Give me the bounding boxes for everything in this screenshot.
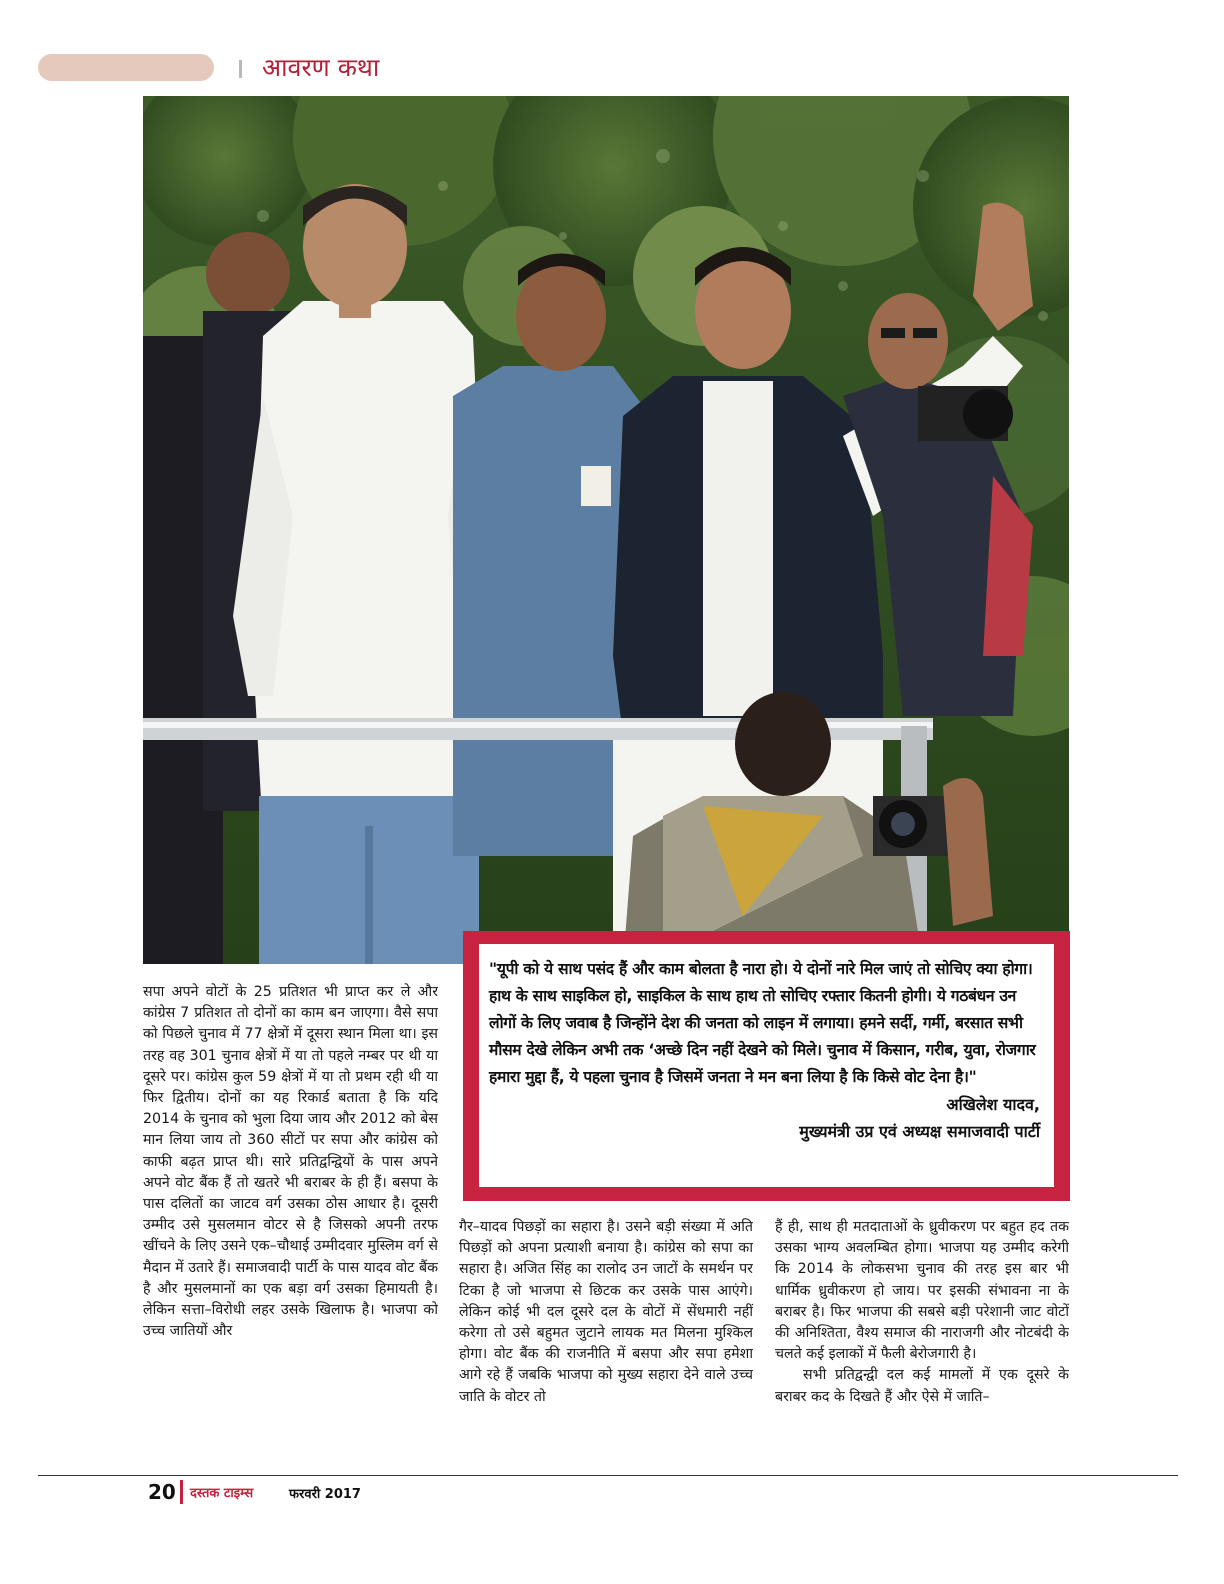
section-separator	[239, 60, 242, 78]
cover-photo	[143, 96, 1069, 964]
rally-photo-illustration	[143, 96, 1069, 964]
article-column-3	[775, 1217, 1069, 1455]
article-column-1	[143, 982, 438, 1454]
article-paragraph: हैं ही, साथ ही मतदाताओं के ध्रुवीकरण पर बहुत हद तक उसका भाग्य अवलम्बित होगा। भाजपा यह उम्मीद करेगी कि 2014 के लोकसभा चुनाव की तरह इस बार भी धार्मिक ध्रुवीकरण हो जाय। पर इसकी संभावना ना के बराबर है। फिर भाजपा की सबसे बड़ी परेशानी जाट वोटों की अनिश्तिता, वैश्य समाज की नाराजगी और नोटबंदी के चलते कई इलाकों में फैली बेरोजगारी है।	[775, 1219, 1069, 1363]
article-column-2	[459, 1217, 753, 1455]
magazine-name: दस्तक टाइम्स	[190, 1486, 254, 1501]
article-paragraph: गैर–यादव पिछड़ों का सहारा है। उसने बड़ी संख्या में अति पिछड़ों को अपना प्रत्याशी बनाया है। कांग्रेस को सपा का सहारा है। अजित सिंह का रालोद उन जाटों के समर्थन पर टिका है जो भाजपा से छिटक कर उसके पास आएंगे। लेकिन कोई भी दल दूसरे दल के वोटों में सेंधमारी नहीं करेगा तो उसे बहुमत जुटाने लायक मत मिलना मुश्किल होगा। वोट बैंक की राजनीति में बसपा और सपा हमेशा आगे रहे हैं जबकि भाजपा को मुख्य सहारा देने वाले उच्च जाति के वोटर तो	[459, 1219, 753, 1405]
pull-quote-role: मुख्यमंत्री उप्र एवं अध्यक्ष समाजवादी पार्टी	[799, 1122, 1040, 1141]
article-paragraph: सभी प्रतिद्वन्द्वी दल कई मामलों में एक दूसरे के बराबर कद के दिखते हैं और ऐसे में जाति–	[775, 1367, 1069, 1405]
footer-accent-bar	[180, 1480, 183, 1504]
pull-quote-text: "यूपी को ये साथ पसंद हैं और काम बोलता है नारा हो। ये दोनों नारे मिल जाएं तो सोचिए क्या होगा। हाथ के साथ साइकिल हो, साइकिल के साथ हाथ तो सोचिए रफ्तार कितनी होगी। ये गठबंधन उन लोगों के लिए जवाब है जिन्होंने देश की जनता को लाइन में लगाया। हमने सर्दी, गर्मी, बरसात सभी मौसम देखे लेकिन अभी तक ‘अच्छे दिन नहीं देखने को मिले। चुनाव में किसान, गरीब, युवा, रोजगार हमारा मुद्दा हैं, ये पहला चुनाव है जिसमें जनता ने मन बना लिया है कि किसे वोट देना है।"	[489, 960, 1036, 1086]
section-pill	[38, 54, 214, 81]
pull-quote-box	[463, 931, 1070, 1201]
page-number: 20	[148, 1480, 176, 1504]
footer-rule	[38, 1475, 1178, 1476]
pull-quote-inner	[479, 944, 1054, 1187]
issue-date: फरवरी 2017	[289, 1487, 361, 1502]
article-paragraph: सपा अपने वोटों के 25 प्रतिशत भी प्राप्त कर ले और कांग्रेस 7 प्रतिशत तो दोनों का काम बन जाएगा। वैसे सपा को पिछले चुनाव में 77 क्षेत्रों में दूसरा स्थान मिला था। इस तरह वह 301 चुनाव क्षेत्रों में या तो पहले नम्बर पर थी या दूसरे पर। कांग्रेस कुल 59 क्षेत्रों में या तो प्रथम रही थी या फिर द्वितीय। दोनों का यह रिकार्ड बताता है कि यदि 2014 के चुनाव को भुला दिया जाय और 2012 को बेस मान लिया जाय तो 360 सीटों पर सपा और कांग्रेस को काफी बढ़त प्राप्त थी। सारे प्रतिद्वन्द्वियों के पास अपने अपने वोट बैंक हैं तो खतरे भी बराबर के ही हैं। बसपा के पास दलितों का जाटव वर्ग उसका ठोस आधार है। दूसरी उम्मीद उसे मुसलमान वोटर से है जिसको अपनी तरफ खींचने के लिए उसने एक–चौथाई उम्मीदवार मुस्लिम वर्ग से मैदान में उतारे हैं। समाजवादी पार्टी के पास यादव वोट बैंक है और मुसलमानों का एक बड़ा वर्ग उसका हिमायती है। लेकिन सत्ता–विरोधी लहर उसके खिलाफ है। भाजपा को उच्च जातियों और	[143, 984, 438, 1340]
pull-quote-author: अखिलेश यादव,	[946, 1095, 1040, 1114]
section-title: आवरण कथा	[262, 53, 380, 82]
